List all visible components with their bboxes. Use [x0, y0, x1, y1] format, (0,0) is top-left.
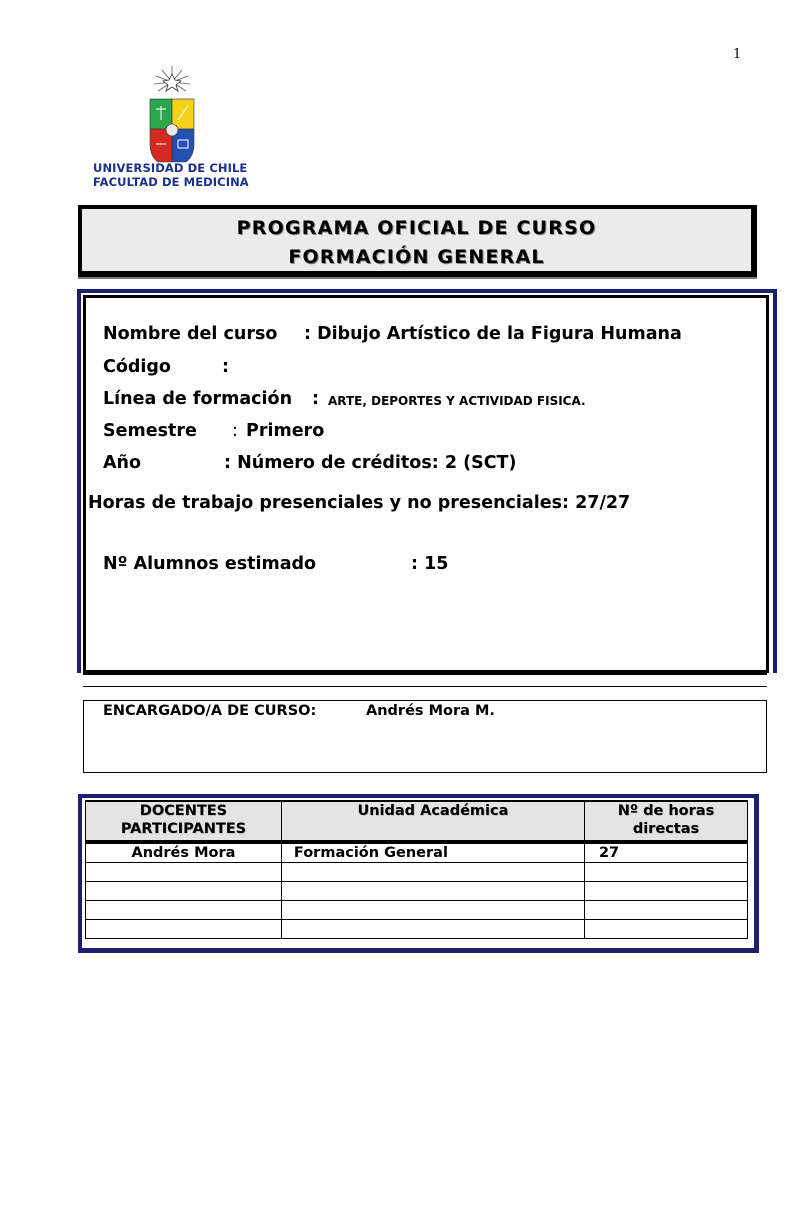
table-row — [86, 920, 748, 939]
semester-separator: : — [232, 421, 238, 441]
institution-name — [93, 161, 249, 189]
teacher-name-cell — [86, 901, 282, 920]
teacher-name-cell: Andrés Mora — [86, 842, 282, 863]
work-hours: Horas de trabajo presenciales y no presenciales: 27/27 — [88, 493, 631, 513]
header-teachers: DOCENTES PARTICIPANTES — [86, 801, 282, 842]
course-responsible-value: Andrés Mora M. — [366, 703, 495, 719]
course-responsible-label: ENCARGADO/A DE CURSO: — [103, 703, 317, 719]
semester-value: Primero — [246, 421, 325, 441]
academic-unit-cell: Formación General — [281, 842, 584, 863]
year-credits-value: : Número de créditos: 2 (SCT) — [224, 453, 517, 473]
students-value: : 15 — [411, 554, 449, 574]
course-name-value: : Dibujo Artístico de la Figura Humana — [304, 324, 682, 344]
table-row — [86, 863, 748, 882]
course-info-box — [83, 295, 769, 673]
header-academic-unit: Unidad Académica — [281, 801, 584, 842]
teacher-name-cell — [86, 863, 282, 882]
divider-thick — [83, 672, 767, 675]
header-hours: Nº de horas directas — [584, 801, 747, 842]
teacher-name-cell — [86, 882, 282, 901]
year-label: Año — [103, 453, 142, 473]
university-name: UNIVERSIDAD DE CHILE — [93, 161, 248, 175]
course-code-label: Código — [103, 357, 171, 377]
teachers-table — [85, 800, 748, 939]
course-code-value: : — [222, 357, 229, 377]
title-box — [78, 205, 757, 277]
academic-unit-cell — [281, 882, 584, 901]
title-line-2: FORMACIÓN GENERAL — [288, 246, 545, 268]
table-row — [86, 842, 748, 863]
semester-label: Semestre — [103, 421, 197, 441]
hours-cell — [584, 882, 747, 901]
course-name-label: Nombre del curso — [103, 324, 278, 344]
university-crest-logo — [148, 64, 196, 164]
divider-thin — [83, 686, 767, 687]
students-label: Nº Alumnos estimado — [103, 554, 317, 574]
table-header-row — [86, 801, 748, 842]
hours-cell — [584, 863, 747, 882]
page-number: 1 — [733, 47, 742, 62]
course-line-label: Línea de formación — [103, 389, 293, 409]
course-line-value: ARTE, DEPORTES Y ACTIVIDAD FISICA. — [328, 394, 586, 408]
faculty-name: FACULTAD DE MEDICINA — [93, 175, 249, 189]
academic-unit-cell — [281, 863, 584, 882]
hours-cell: 27 — [584, 842, 747, 863]
hours-cell — [584, 920, 747, 939]
academic-unit-cell — [281, 920, 584, 939]
course-line-separator: : — [312, 389, 319, 409]
academic-unit-cell — [281, 901, 584, 920]
table-row — [86, 882, 748, 901]
hours-cell — [584, 901, 747, 920]
teacher-name-cell — [86, 920, 282, 939]
table-row — [86, 901, 748, 920]
title-line-1: PROGRAMA OFICIAL DE CURSO — [236, 217, 597, 239]
